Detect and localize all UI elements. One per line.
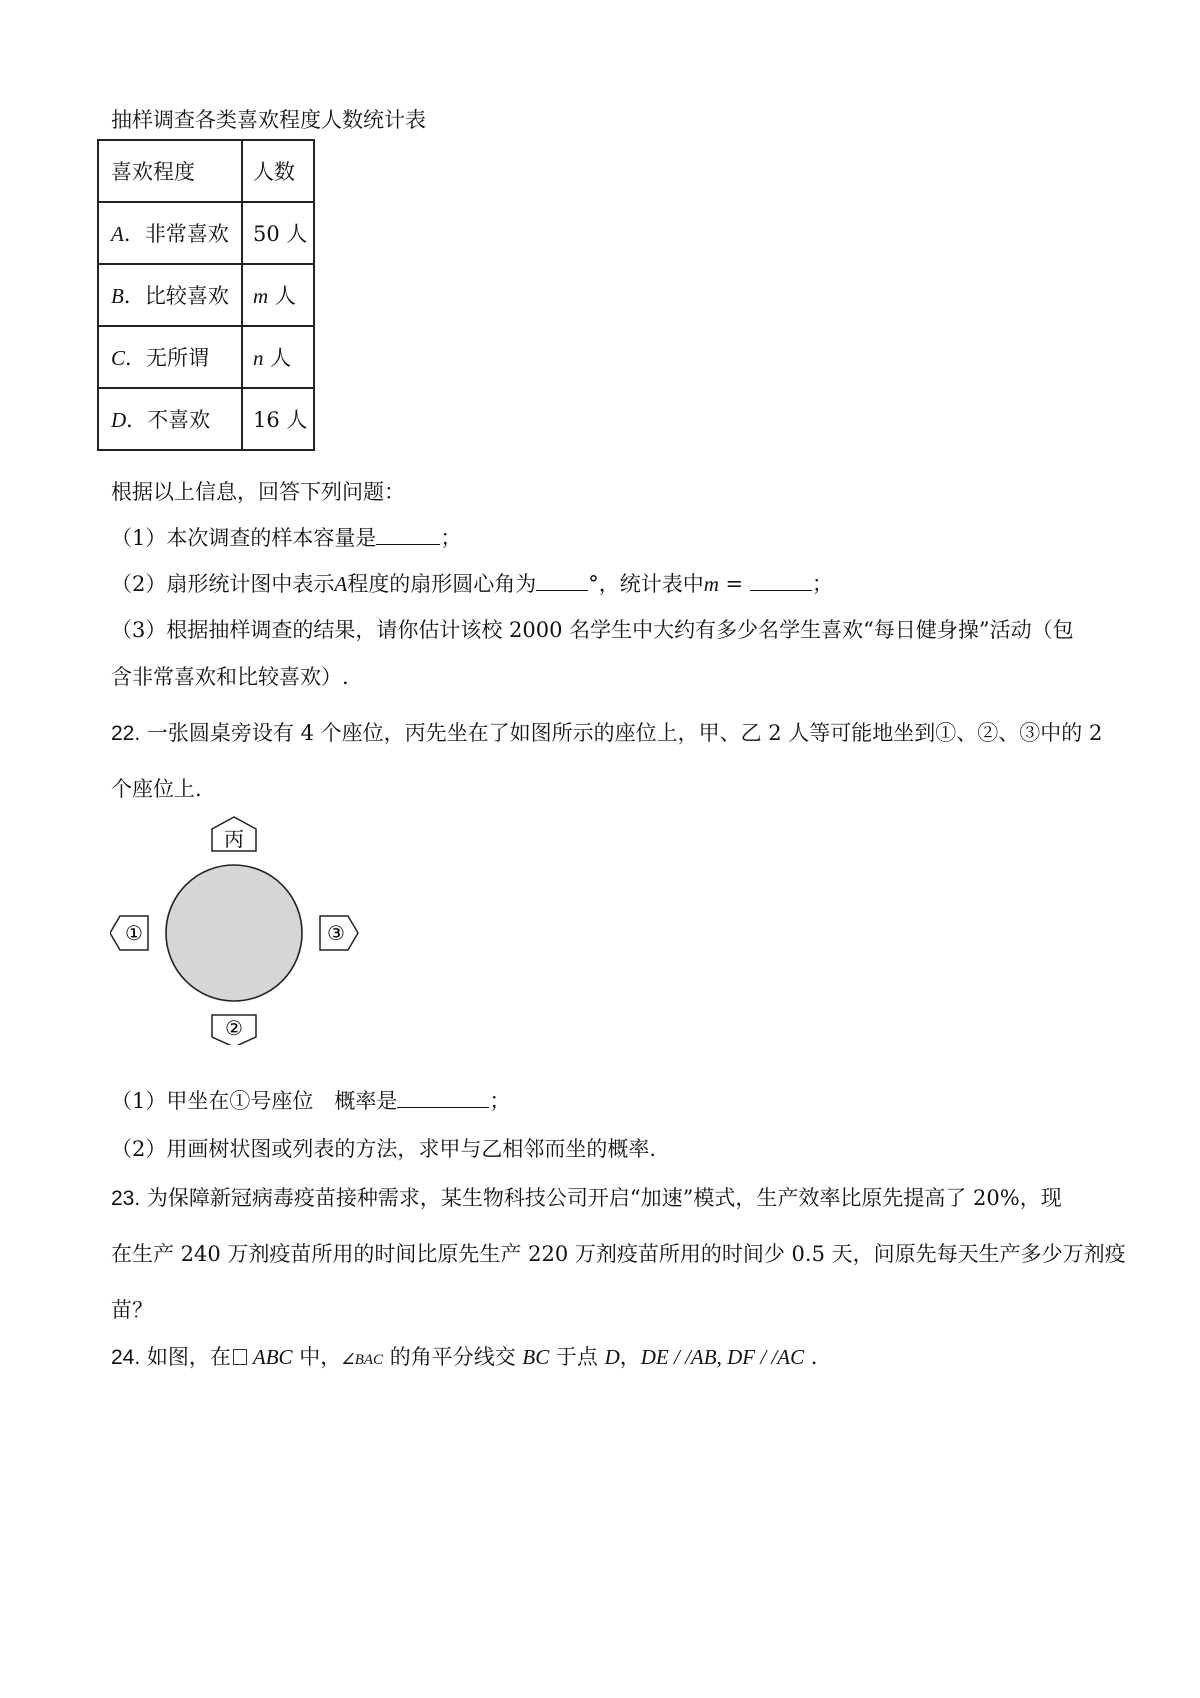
question-number: 24. — [111, 1346, 141, 1369]
table-cell: B．比较喜欢 — [98, 264, 242, 326]
seat-right-label: ③ — [327, 921, 345, 945]
q21-part2: （2）扇形统计图中表示A程度的扇形圆心角为 °，统计表中m = ； — [111, 572, 833, 596]
answer-blank — [536, 572, 588, 591]
q21-part1: （1）本次调查的样本容量是 ； — [111, 526, 462, 550]
q22-part1: （1）甲坐在①号座位 概率是 ； — [111, 1089, 511, 1113]
q21-part3-line2: 含非常喜欢和比较喜欢）. — [111, 665, 349, 689]
table-caption: 抽样调查各类喜欢程度人数统计表 — [111, 108, 426, 132]
table-cell: m 人 — [242, 264, 314, 326]
header-cell: 人数 — [242, 140, 314, 202]
q21-intro: 根据以上信息，回答下列问题： — [111, 480, 405, 504]
seat-left-label: ① — [125, 921, 143, 945]
answer-blank — [376, 526, 440, 545]
header-cell: 喜欢程度 — [98, 140, 242, 202]
table-cell: A．非常喜欢 — [98, 202, 242, 264]
table-row — [98, 388, 314, 450]
table-row — [98, 326, 314, 388]
q23-line1: 23. 为保障新冠病毒疫苗接种需求，某生物科技公司开启“加速”模式，生产效率比原先提高了 20%，现 — [111, 1186, 1062, 1210]
table-cell: 50 人 — [242, 202, 314, 264]
table-cell: n 人 — [242, 326, 314, 388]
table-cell: 16 人 — [242, 388, 314, 450]
seat-top-label: 丙 — [224, 827, 244, 851]
q23-line2: 在生产 240 万剂疫苗所用的时间比原先生产 220 万剂疫苗所用的时间少 0.5 天，问原先每天生产多少万剂疫 — [111, 1242, 1126, 1266]
question-number: 23. — [111, 1187, 141, 1210]
seat-bottom-label: ② — [225, 1016, 243, 1040]
q22-part2: （2）用画树状图或列表的方法，求甲与乙相邻而坐的概率. — [111, 1137, 657, 1161]
table-row — [98, 264, 314, 326]
question-number: 22. — [111, 722, 141, 745]
round-table — [166, 865, 302, 1001]
answer-blank — [397, 1089, 489, 1108]
table-cell: C．无所谓 — [98, 326, 242, 388]
q21-part3-line1: （3）根据抽样调查的结果，请你估计该校 2000 名学生中大约有多少名学生喜欢“每日健身操”活动（包 — [111, 618, 1074, 642]
triangle-symbol — [233, 1349, 247, 1365]
table-row — [98, 202, 314, 264]
round-table-figure — [110, 815, 360, 1045]
q22-line1: 22. 一张圆桌旁设有 4 个座位，丙先坐在了如图所示的座位上，甲、乙 2 人等可能地坐到①、②、③中的 2 — [111, 721, 1103, 745]
stats-table — [97, 139, 315, 451]
table-header-row — [98, 140, 314, 202]
q23-line3: 苗？ — [111, 1298, 153, 1322]
answer-blank — [750, 572, 812, 591]
q24-line1: 24. 如图，在 ABC 中，∠BAC 的角平分线交 BC 于点 D，DE / /AB, DF / /AC . — [111, 1345, 818, 1369]
q22-line2: 个座位上. — [111, 777, 202, 801]
table-cell: D．不喜欢 — [98, 388, 242, 450]
